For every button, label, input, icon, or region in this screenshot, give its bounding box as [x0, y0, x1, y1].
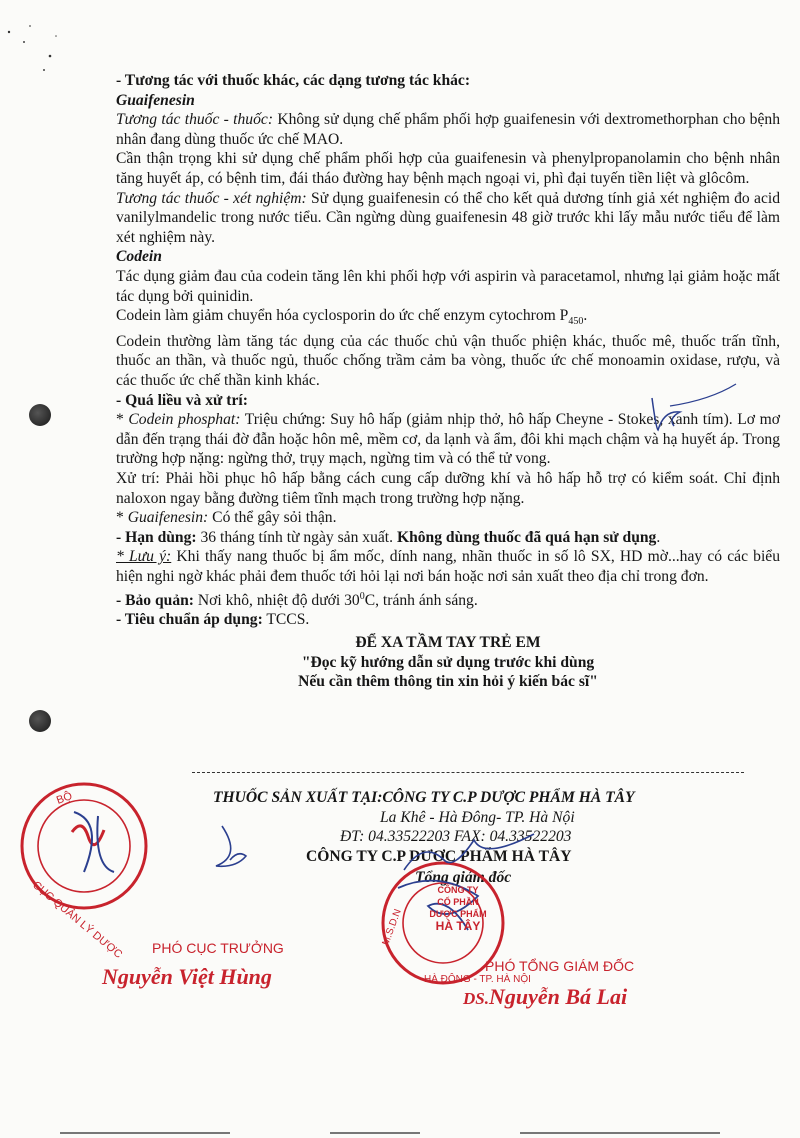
initials-signature: [208, 818, 268, 878]
overdose-guaifenesin: * Guaifenesin: Có thể gây sỏi thận.: [116, 509, 337, 527]
codein-paragraph-3: Codein thường làm tăng tác dụng của các thuốc chủ vận thuốc phiện khác, thuốc mê, thuốc trấn tĩnh, thuốc an thần, và thuốc ngủ, thuốc chống trầm cảm ba vòng, thuốc ức chế monoamin oxidase, rượu, và các thuốc ức chế thần kinh khác.: [116, 332, 780, 390]
overdose-heading: - Quá liều và xử trí:: [116, 391, 248, 409]
warning-read-instructions: "Đọc kỹ hướng dẫn sử dụng trước khi dùng: [301, 653, 595, 671]
right-signatory-title: PHÓ TỔNG GIÁM ĐỐC: [485, 958, 635, 974]
company-name: CÔNG TY C.P DƯỢC PHẨM HÀ TÂY: [306, 848, 572, 865]
codein-paragraph-2: Codein làm giảm chuyển hóa cyclosporin do ức chế enzym cytochrom $P_{450}$.: [116, 307, 588, 328]
guaifenesin-title: Guaifenesin: [116, 91, 195, 109]
company-stamp-text: CÔNG TY CỔ PHẦN DƯỢC PHẨM HÀ TÂY: [429, 885, 487, 933]
drug-lab-text: Sử dụng guaifenesin có thể cho kết quả dương tính giả xét nghiệm đo acid vanilylmandelic trong nước tiểu. Cần ngừng dùng guaifenesin 48 giờ trước khi lấy mẫu nước tiểu để làm xét nghiệm này.: [116, 189, 780, 246]
overdose-treatment: Xử trí: Phải hồi phục hô hấp bằng cách cung cấp dưỡng khí và hô hấp hỗ trợ có kiểm soát. Chỉ định naloxon ngay bằng đường tiêm tĩnh mạch trong trường hợp nặng.: [116, 469, 780, 507]
shelf-life: - Hạn dùng: 36 tháng tính từ ngày sản xuất. Không dùng thuốc đã quá hạn sử dụng.: [116, 528, 661, 546]
overdose-codein: * Codein phosphat: Triệu chứng: Suy hô hấp (giảm nhịp thở, hô hấp Cheyne - Stokes, xanh tím). Lơ mơ dẫn đến trạng thái đờ đẫn hoặc hôn mê, mềm cơ, da lạnh và ẩm, đôi khi mạch chậm và hạ huyết áp. Trong trường hợp nặng: ngừng thở, trụy mạch, ngừng tim và có thể tử vong.: [116, 411, 780, 468]
note-paragraph: * Lưu ý: Khi thấy nang thuốc bị ẩm mốc, dính nang, nhãn thuốc in số lô SX, HD mờ...hay có các biểu hiện nghi ngờ khác phải đem thuốc tới hỏi lại nơi bán hoặc nơi sản xuất theo địa chỉ trong đơn.: [116, 548, 781, 585]
codein-paragraph-1: Tác dụng giảm đau của codein tăng lên khi phối hợp với aspirin và paracetamol, nhưng lại giảm hoặc mất tác dụng bởi quinidin.: [116, 267, 780, 305]
codein-phosphat-label: Codein phosphat:: [128, 411, 241, 429]
drug-drug-label: Tương tác thuốc - thuốc:: [116, 111, 274, 129]
separator-line: [192, 772, 744, 773]
scan-edge-line-mid: [330, 1132, 420, 1134]
drug-drug-text: Không sử dụng chế phẩm phối hợp guaifenesin với dextromethorphan cho bệnh nhân đang dùng thuốc ức chế MAO.: [116, 111, 780, 148]
svg-text:CỤC QUẢN LÝ DƯỢC: CỤC QUẢN LÝ DƯỢC: [30, 879, 125, 961]
margin-annotation-mark: [640, 378, 740, 438]
interactions-heading: - Tương tác với thuốc khác, các dạng tương tác khác:: [116, 72, 471, 89]
left-signatory-name: Nguyễn Việt Hùng: [102, 964, 272, 989]
standard: - Tiêu chuẩn áp dụng: TCCS.: [116, 611, 310, 629]
director-signature: [400, 830, 540, 890]
scan-edge-line-right: [520, 1132, 720, 1134]
drug-lab-label: Tương tác thuốc - xét nghiệm:: [116, 189, 307, 207]
punch-hole-bottom: [29, 710, 51, 732]
manufacturer-line: THUỐC SẢN XUẤT TẠI:CÔNG TY C.P DƯỢC PHẨM HÀ TÂY: [213, 789, 635, 806]
codein-title: Codein: [116, 248, 162, 266]
warning-ask-doctor: Nếu cần thêm thông tin xin hỏi ý kiến bác sĩ": [298, 673, 598, 691]
storage: - Bảo quản: Nơi khô, nhiệt độ dưới $30^0C$, tránh ánh sáng.: [116, 590, 478, 609]
scan-edge-line-left: [60, 1132, 230, 1134]
guaifenesin-caution: Cần thận trọng khi sử dụng chế phẩm phối hợp của guaifenesin và phenylpropanolamin cho bệnh nhân tăng huyết áp, có bệnh tim, đái tháo đường hay bệnh mạch ngoại vi, phì đại tuyến tiền liệt và glôcôm.: [116, 150, 780, 187]
svg-text:M.S.D.N: M.S.D.N: [380, 907, 404, 948]
director-title: Tổng giám đốc: [415, 869, 512, 886]
svg-text:BỘ: BỘ: [54, 790, 74, 807]
left-signatory-title: PHÓ CỤC TRƯỞNG: [152, 940, 284, 956]
right-signatory-name: DS.Nguyễn Bá Lai: [463, 984, 628, 1009]
warning-children: ĐỂ XA TẦM TAY TRẺ EM: [355, 633, 541, 651]
punch-hole-top: [29, 404, 51, 426]
guaifenesin-drug-interaction: [116, 110, 780, 149]
note-label: * Lưu ý:: [116, 548, 172, 566]
svg-text:HÀ ĐÔNG - TP. HÀ NỘI: HÀ ĐÔNG - TP. HÀ NỘI: [424, 974, 531, 985]
official-stamp-left: [14, 776, 154, 961]
guaifenesin-lab-interaction: [116, 189, 780, 248]
manufacturer-address: La Khê - Hà Đông- TP. Hà Nội: [380, 809, 575, 826]
manufacturer-phone: ĐT: 04.33522203 FAX: 04.33522203: [340, 828, 572, 845]
scan-specks: [0, 0, 90, 80]
